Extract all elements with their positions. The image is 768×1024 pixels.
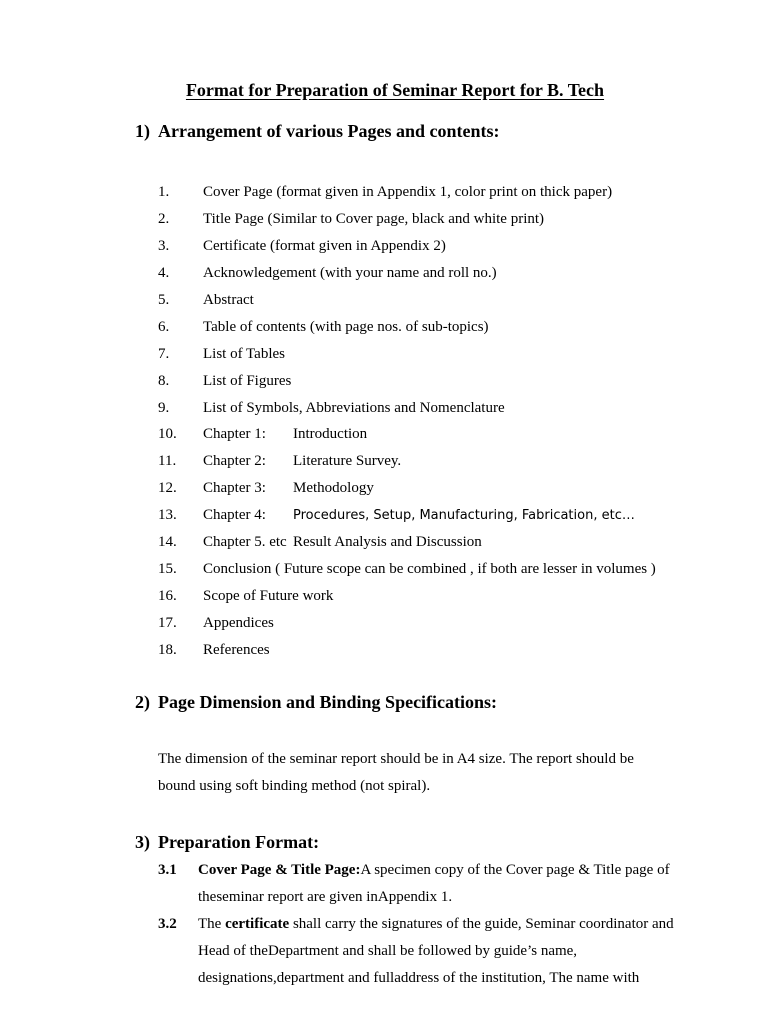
subsection-body: [198, 857, 678, 911]
item-text: Table of contents (with page nos. of sub-topics): [203, 318, 489, 335]
subsection-number: 3.1: [158, 862, 177, 878]
subsection-number: 3.2: [158, 916, 177, 932]
list-item: [158, 448, 656, 475]
item-text: Scope of Future work: [203, 588, 334, 605]
section-title: Preparation Format:: [158, 832, 320, 852]
item-number: 16.: [158, 588, 177, 605]
paragraph-line: A specimen copy of the Cover page & Title page of: [360, 862, 670, 878]
item-text: List of Tables: [203, 345, 285, 362]
section-heading-arrangement: [135, 121, 499, 142]
item-number: 3.: [158, 237, 170, 254]
item-number: 13.: [158, 507, 177, 524]
section-number: 2): [135, 692, 150, 712]
subsection-bold-label: Cover Page & Title Page:: [198, 862, 361, 878]
item-number: 10.: [158, 426, 177, 443]
item-number: 8.: [158, 372, 170, 389]
list-item: [158, 395, 656, 422]
item-text: List of Figures: [203, 372, 292, 389]
item-number: 2.: [158, 210, 170, 227]
section-number: 1): [135, 121, 150, 141]
item-number: 15.: [158, 561, 177, 578]
item-number: 14.: [158, 534, 177, 551]
item-number: 12.: [158, 480, 177, 497]
chapter-label: Chapter 3:: [203, 480, 266, 497]
item-text: List of Symbols, Abbreviations and Nomenclature: [203, 399, 505, 416]
list-item: [158, 529, 656, 556]
item-number: 4.: [158, 264, 170, 281]
item-number: 7.: [158, 345, 170, 362]
item-text: Procedures, Setup, Manufacturing, Fabrication, etc…: [293, 508, 635, 524]
item-text: Cover Page (format given in Appendix 1, color print on thick paper): [203, 184, 613, 200]
item-text: References: [203, 641, 270, 658]
section-title: Page Dimension and Binding Specifications:: [158, 692, 498, 712]
chapter-label: Chapter 4:: [203, 507, 266, 524]
item-number: 6.: [158, 318, 170, 335]
chapter-label: Chapter 1:: [203, 426, 266, 443]
item-text: Conclusion ( Future scope can be combined , if both are lesser in volumes ): [203, 561, 656, 578]
item-text: Introduction: [293, 426, 368, 443]
list-item: [158, 260, 656, 287]
paragraph-line: bound using soft binding method (not spiral).: [158, 778, 431, 794]
paragraph-text: The: [198, 916, 226, 932]
paragraph-line: designations,department and fulladdress of the institution, The name with: [198, 970, 640, 986]
item-text: Abstract: [203, 291, 254, 308]
paragraph-line: theseminar report are given inAppendix 1.: [198, 889, 453, 905]
paragraph-line: The dimension of the seminar report should be in A4 size. The report should be: [158, 751, 634, 767]
list-item: [158, 287, 656, 314]
item-text: Result Analysis and Discussion: [293, 534, 482, 551]
item-number: 11.: [158, 453, 177, 470]
item-number: 17.: [158, 615, 177, 631]
list-item: [158, 233, 656, 260]
subsection-body: [198, 911, 678, 992]
list-item: [158, 421, 656, 448]
item-number: 9.: [158, 399, 170, 416]
list-item: [158, 637, 656, 664]
item-number: 5.: [158, 291, 170, 308]
list-item: [158, 341, 656, 368]
section-title: Arrangement of various Pages and contents:: [158, 121, 500, 141]
item-text: Literature Survey.: [293, 453, 402, 470]
item-text: Acknowledgement (with your name and roll no.): [203, 264, 497, 281]
dimension-paragraph: [158, 746, 678, 800]
list-item: [158, 556, 656, 583]
subsection-3-1: [158, 857, 678, 911]
page-title: Format for Preparation of Seminar Report for B. Tech: [185, 80, 605, 100]
item-text: Methodology: [293, 480, 374, 497]
list-item: [158, 475, 656, 502]
item-text: Certificate (format given in Appendix 2): [203, 237, 446, 254]
list-item: [158, 314, 656, 341]
subsection-3-2: [158, 911, 678, 992]
paragraph-line: Head of theDepartment and shall be followed by guide’s name,: [198, 943, 578, 959]
chapter-label: Chapter 2:: [203, 453, 266, 470]
paragraph-line: shall carry the signatures of the guide, Seminar coordinator and: [289, 916, 674, 932]
section-heading-dimension: [135, 692, 497, 713]
contents-list: [158, 179, 656, 664]
item-number: 18.: [158, 641, 177, 658]
item-number: 1.: [158, 184, 170, 200]
section-heading-preparation: [135, 832, 319, 853]
list-item: [158, 610, 656, 637]
list-item: [158, 179, 656, 206]
list-item: [158, 583, 656, 610]
subsection-bold-term: certificate: [225, 916, 290, 932]
chapter-label: Chapter 5. etc: [203, 534, 287, 551]
item-text: Title Page (Similar to Cover page, black and white print): [203, 210, 545, 227]
list-item: [158, 206, 656, 233]
item-text: Appendices: [203, 615, 274, 631]
list-item: [158, 502, 656, 529]
list-item: [158, 368, 656, 395]
section-number: 3): [135, 832, 150, 852]
